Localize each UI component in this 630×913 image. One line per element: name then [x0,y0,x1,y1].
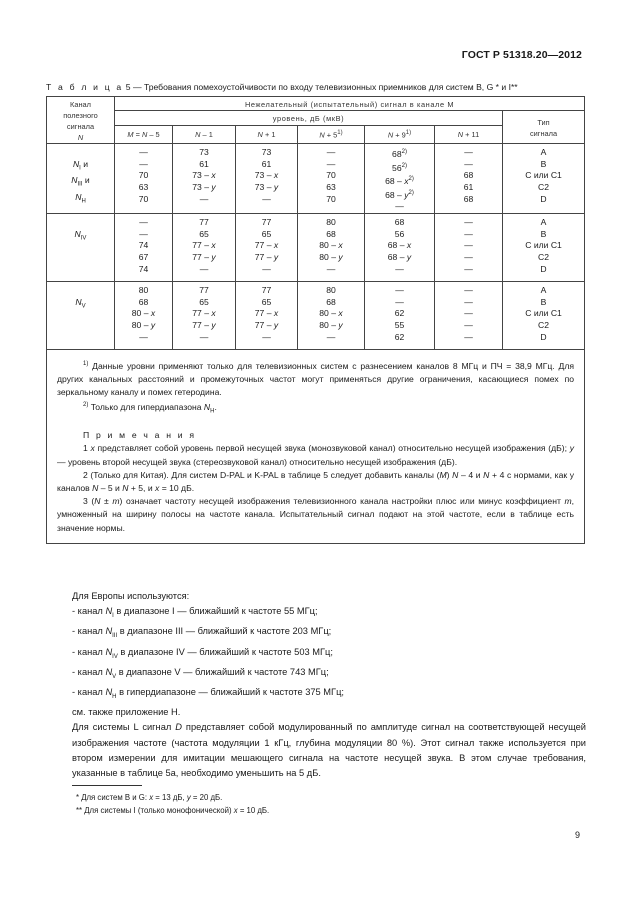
table-caption-label: Т а б л и ц а [46,82,124,92]
page-footnote-1: * Для систем B и G: x = 13 дБ, y = 20 дБ. [76,793,223,802]
table-row [47,281,585,349]
level-cell: 77 65 77 – x 77 – y — [236,281,298,349]
column-header: N + 11 [435,126,503,144]
table-notes [47,349,585,543]
column-header: M = N – 5 [115,126,173,144]
europe-intro: Для Европы используются: [72,591,190,601]
channel-list-item: - канал $N_V$ в диапазоне V — ближайший к частоте 743 МГц; [72,666,329,680]
see-also: см. также приложение Н. [72,707,181,718]
requirements-table [46,96,585,544]
level-cell: 80 68 80 – x 80 – y — [298,281,365,349]
channel-list-item: - канал $N_I$ в диапазоне I — ближайший к частоте 55 МГц; [72,606,318,620]
level-cell: 77 65 77 – x 77 – y — [173,281,236,349]
footnote-1: $^{1)}$ Данные уровни применяют только для телевизионных систем с разнесением каналов 8 МГц и ПЧ = 38,9 МГц. Для других канальных расстояний и промежуточных частот могут применяться другие ограничения, касающиеся помех по зеркальному каналу и помех гетеродина. [57,360,575,398]
level-cell: — — — — — [435,281,503,349]
level-cell: 68$^{2)}$ 56$^{2)}$ $68 - x^{2)}$ $68 - y^{2)}$ — [365,144,435,214]
note-2: 2 (Только для Китая). Для систем D-PAL и K-PAL в таблице 5 следует добавить каналы (M) N – 4 и N + 4 с нормами, как у каналов N – 5 и N + 5, и x = 10 дБ. [57,469,575,494]
level-cell: — — 68 61 68 [435,144,503,214]
footnote-separator [72,785,142,786]
channel-list [72,604,586,705]
table-caption-number: 5 [125,82,131,92]
note-1: 1 x представляет собой уровень первой несущей звука (монозвуковой канал) относительно несущей изображения (дБ); y — уровень второй несущей звука (стереозвуковой канал) относительно несущей изображения (дБ). [57,443,575,467]
footnote-2: $^{2)}$ Только для гипердиапазона $N_H$. [83,402,217,415]
channel-name-cell: $N_V$ [47,281,115,349]
level-cell: — — 70 63 70 [115,144,173,214]
channel-list-item: - канал $N_{IV}$ в диапазоне IV — ближайший к частоте 503 МГц; [72,646,333,660]
column-header: $N + 9^{1)}$ [365,126,435,144]
system-l-paragraph: Для системы L сигнал D представляет собой модулированный по амплитуде сигнал на соответствующей несущей изображения частоте (частота модуляции 1 кГц, глубина модуляции 80 %). Этот сигнал также используется при втором измерении для имитации мешающего сигнала на частоте несущей звука. В этом случае требования, указанные в таблице 5а, необходимо уменьшить на 5 дБ. [72,722,586,779]
notes-title: П р и м е ч а н и я [83,430,197,441]
level-cell: 80 68 80 – x 80 – y — [298,213,365,281]
note-3: 3 (N ± m) означает частоту несущей изображения телевизионного канала настройки плюс или минус коэффициент m, умноженный на ширину полосы на частоте канала. Испытательный сигнал подают на этой частоте, если в таблице есть значение нормы. [57,496,575,533]
level-cell: 68 56 68 – x 68 – y — [365,213,435,281]
level-cell: — — — — — [435,213,503,281]
level-cell: — — 70 63 70 [298,144,365,214]
header-unwanted-signal: Нежелательный (испытательный) сигнал в канале M [115,97,585,111]
level-cell: 73 61 73 – x 73 – y — [173,144,236,214]
table-row [47,213,585,281]
signal-type-cell: A B C или C1 C2 D [503,281,585,349]
level-cell: 73 61 73 – x 73 – y — [236,144,298,214]
channel-list-item: - канал $N_H$ в гипердиапазоне — ближайший к частоте 375 МГц; [72,686,344,700]
table-body [47,144,585,350]
column-header: N – 1 [173,126,236,144]
signal-type-cell: A B C или C1 C2 D [503,144,585,214]
header-useful-channel: Канал полезного сигнала N [47,97,115,144]
signal-type-cell: A B C или C1 C2 D [503,213,585,281]
level-cell: — — 62 55 62 [365,281,435,349]
channel-name-cell: $N_{IV}$ [47,213,115,281]
level-cell: 77 65 77 – x 77 – y — [173,213,236,281]
column-header: N + 1 [236,126,298,144]
channel-list-item: - канал $N_{III}$ в диапазоне III — ближайший к частоте 203 МГц; [72,626,332,640]
level-cell: 80 68 80 – x 80 – y — [115,281,173,349]
channel-name-cell: $N_I$ и $N_{III}$ и $N_H$ [47,144,115,214]
body-text [72,589,586,782]
table-row [47,144,585,214]
table-caption [46,82,591,92]
document-header: ГОСТ Р 51318.20—2012 [461,49,582,61]
level-cell: 77 65 77 – x 77 – y — [236,213,298,281]
level-cell: — — 74 67 74 [115,213,173,281]
page-footnote-2: ** Для системы I (только монофонической) x = 10 дБ. [76,806,270,815]
header-level: уровень, дБ (мкВ) [115,111,503,126]
table-caption-text: — Требования помехоустойчивости по входу телевизионных приемников для систем B, G * и I** [130,82,518,92]
column-header: $N + 5^{1)}$ [298,126,365,144]
page-number: 9 [574,830,580,840]
header-signal-type: Тип сигнала [503,111,585,144]
